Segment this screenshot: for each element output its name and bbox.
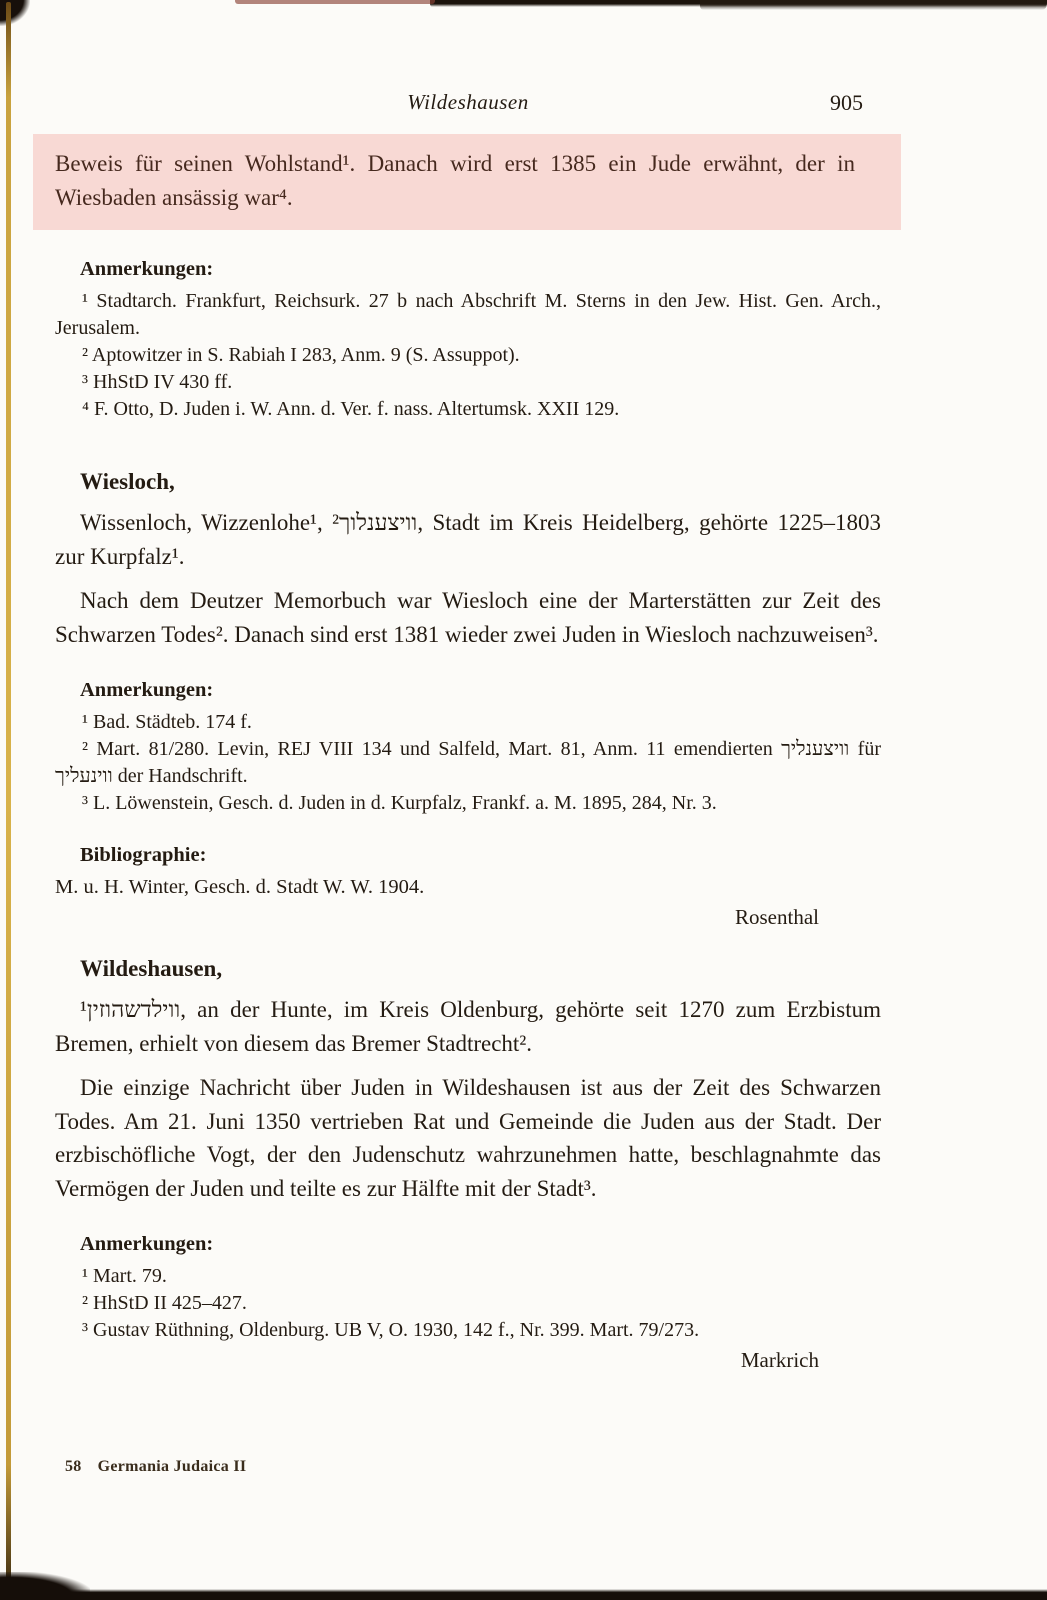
article-paragraph: Wissenloch, Wizzenlohe¹, וויצענלוך², Stadt im Kreis Heidelberg, gehörte 1225–1803 zur Kurpfalz¹. bbox=[55, 510, 881, 569]
page-footer bbox=[65, 1458, 246, 1476]
footnote-item: ³ Gustav Rüthning, Oldenburg. UB V, O. 1930, 142 f., Nr. 399. Mart. 79/273. bbox=[82, 1319, 700, 1341]
article-author: Rosenthal bbox=[735, 905, 819, 929]
footnotes-wildeshausen bbox=[55, 1231, 881, 1344]
scan-corner-shadow bbox=[0, 0, 30, 26]
bibliography-entry: M. u. H. Winter, Gesch. d. Stadt W. W. 1904. bbox=[55, 876, 425, 898]
series-title: Germania Judaica II bbox=[97, 1458, 247, 1475]
scan-bottom-edge-shadow bbox=[0, 1589, 1047, 1600]
scan-top-edge-mark bbox=[235, 0, 435, 4]
footnote-item: ² Aptowitzer in S. Rabiah I 283, Anm. 9 (S. Assuppot). bbox=[82, 344, 520, 366]
article-heading: Wiesloch, bbox=[80, 469, 175, 494]
footnotes-heading: Anmerkungen: bbox=[80, 258, 214, 280]
footnote-item: ⁴ F. Otto, D. Juden i. W. Ann. d. Ver. f. nass. Altertumsk. XXII 129. bbox=[82, 398, 620, 420]
footnote-item: ² Mart. 81/280. Levin, REJ VIII 134 und Salfeld, Mart. 81, Anm. 11 emendierten וויצענליך für ווינעליך der Handschrift. bbox=[55, 738, 881, 787]
footnotes-heading: Anmerkungen: bbox=[80, 679, 214, 701]
footnotes-wiesbaden bbox=[55, 256, 881, 423]
highlighted-passage-text: Beweis für seinen Wohlstand¹. Danach wird erst 1385 ein Jude erwähnt, der in Wiesbaden ansässig war⁴. bbox=[55, 151, 855, 210]
article-paragraph: ווילדשהוזין¹, an der Hunte, im Kreis Oldenburg, gehörte seit 1270 zum Erzbistum Bremen, erhielt von diesem das Bremer Stadtrecht². bbox=[55, 997, 881, 1056]
article-author: Markrich bbox=[740, 1348, 819, 1372]
signature-number: 58 bbox=[65, 1458, 82, 1475]
page-content bbox=[55, 90, 881, 1373]
footnote-item: ³ HhStD IV 430 ff. bbox=[82, 371, 233, 393]
running-title: Wildeshausen bbox=[407, 90, 529, 114]
article-heading: Wildeshausen, bbox=[80, 956, 223, 981]
article-paragraph: Nach dem Deutzer Memorbuch war Wiesloch eine der Marterstätten zur Zeit des Schwarzen Todes². Danach sind erst 1381 wieder zwei Juden in Wiesloch nachzuweisen³. bbox=[55, 588, 881, 647]
article-paragraph: Die einzige Nachricht über Juden in Wildeshausen ist aus der Zeit des Schwarzen Todes. Am 21. Juni 1350 vertrieben Rat und Gemeinde die Juden aus der Stadt. Der erzbischöfliche Vogt, der den Judenschutz wahrzunehmen hatte, beschlagnahmte das Vermögen der Juden und teilte es zur Hälfte mit der Stadt³. bbox=[55, 1075, 881, 1201]
page-header bbox=[55, 90, 881, 120]
footnote-item: ¹ Stadtarch. Frankfurt, Reichsurk. 27 b nach Abschrift M. Sterns in den Jew. Hist. Gen. Arch., Jerusalem. bbox=[55, 290, 881, 339]
footnote-item: ¹ Mart. 79. bbox=[82, 1265, 167, 1287]
article-wildeshausen bbox=[55, 956, 881, 1373]
book-gilt-edge bbox=[6, 2, 11, 1592]
scan-top-edge-shadow-2 bbox=[700, 0, 1047, 10]
page-number: 905 bbox=[830, 90, 863, 115]
bibliography-heading: Bibliographie: bbox=[80, 844, 207, 866]
footnotes-heading: Anmerkungen: bbox=[80, 1233, 214, 1255]
highlighted-passage bbox=[33, 134, 901, 230]
footnote-item: ¹ Bad. Städteb. 174 f. bbox=[82, 711, 252, 733]
bibliography-wiesloch bbox=[55, 841, 881, 901]
article-wiesloch bbox=[55, 469, 881, 930]
footnote-item: ³ L. Löwenstein, Gesch. d. Juden in d. Kurpfalz, Frankf. a. M. 1895, 284, Nr. 3. bbox=[82, 792, 717, 814]
footnote-item: ² HhStD II 425–427. bbox=[82, 1292, 247, 1314]
footnotes-wiesloch bbox=[55, 677, 881, 817]
